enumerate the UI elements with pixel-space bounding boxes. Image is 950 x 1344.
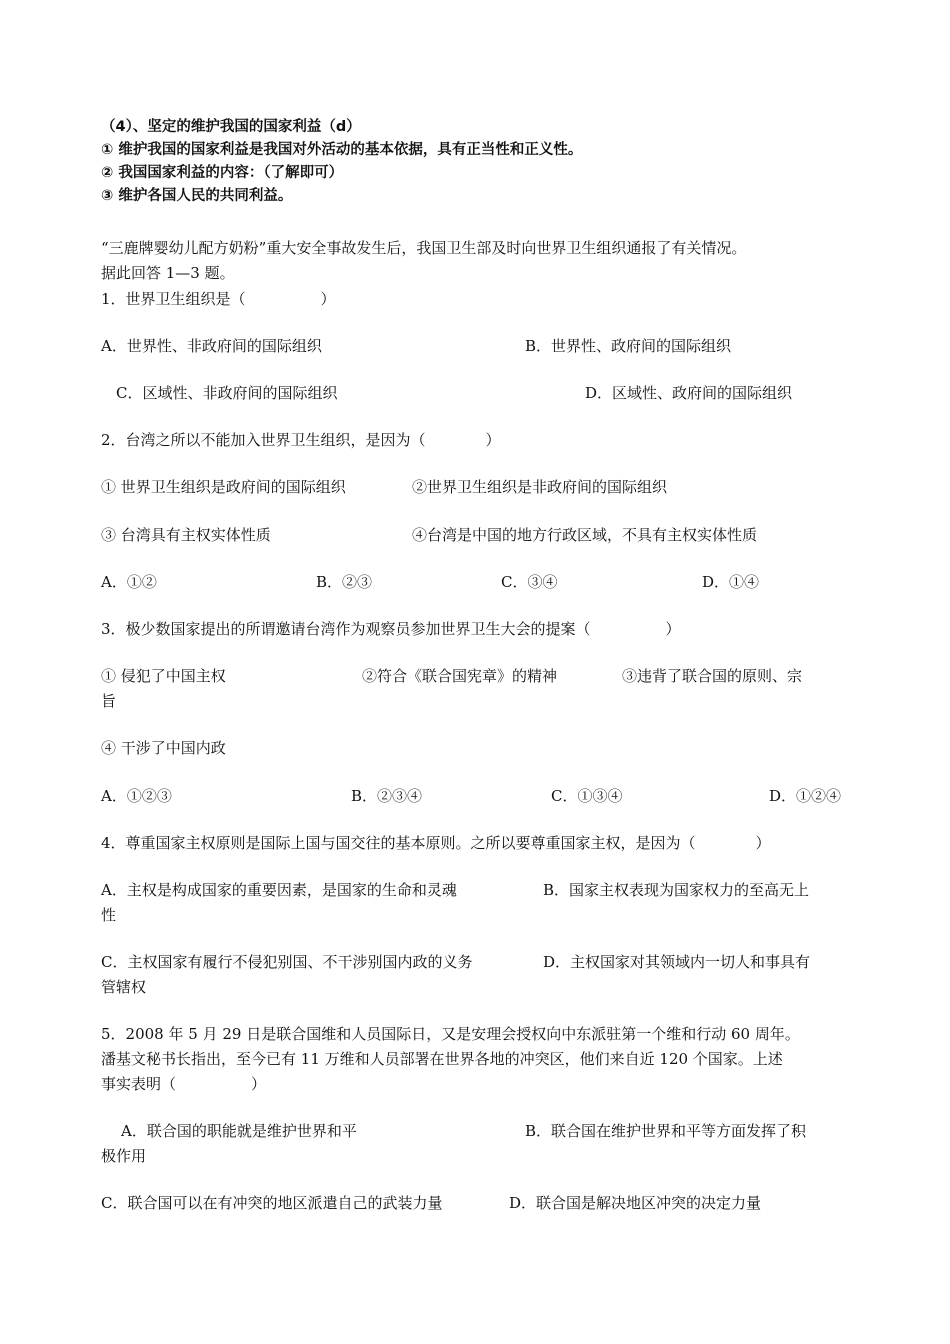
- question-5-option-d: D．联合国是解决地区冲突的决定力量: [509, 1194, 762, 1212]
- question-3-statement-2: ②符合《联合国宪章》的精神: [362, 667, 558, 685]
- section-point-1: ① 维护我国的国家利益是我国对外活动的基本依据，具有正当性和正义性。: [101, 142, 583, 158]
- question-2-statement-1: ① 世界卫生组织是政府间的国际组织: [101, 478, 346, 496]
- intro-line-1: “三鹿牌婴幼儿配方奶粉”重大安全事故发生后，我国卫生部及时向世界卫生组织通报了有关情况。: [101, 239, 747, 257]
- question-4-option-c: C．主权国家有履行不侵犯别国、不干涉别国内政的义务: [101, 953, 473, 971]
- question-2-statement-4: ④台湾是中国的地方行政区域，不具有主权实体性质: [412, 526, 758, 544]
- question-5-option-b: B．联合国在维护世界和平等方面发挥了积: [525, 1122, 807, 1140]
- question-5-option-a: A．联合国的职能就是维护世界和平: [121, 1122, 357, 1140]
- question-2-option-c: C．③④: [501, 573, 558, 591]
- question-4-option-a: A．主权是构成国家的重要因素，是国家的生命和灵魂: [101, 881, 457, 899]
- question-4-option-b: B．国家主权表现为国家权力的至高无上: [543, 881, 810, 899]
- question-4-stem: 4．尊重国家主权原则是国际上国与国交往的基本原则。之所以要尊重国家主权，是因为（ ）: [101, 834, 771, 852]
- section-point-3: ③ 维护各国人民的共同利益。: [101, 188, 293, 204]
- question-2-option-a: A．①②: [101, 573, 157, 591]
- section-point-2: ② 我国国家利益的内容：（了解即可）: [101, 165, 344, 181]
- question-3-statement-3-continued: 旨: [101, 692, 117, 710]
- question-3-option-a: A．①②③: [101, 787, 172, 805]
- question-2-option-b: B．②③: [316, 573, 373, 591]
- question-2-statement-2: ②世界卫生组织是非政府间的国际组织: [412, 478, 668, 496]
- question-4-option-d: D．主权国家对其领域内一切人和事具有: [543, 953, 811, 971]
- question-3-option-b: B．②③④: [351, 787, 423, 805]
- question-3-statement-3: ③违背了联合国的原则、宗: [622, 667, 803, 685]
- question-5-stem-line-1: 5．2008 年 5 月 29 日是联合国维和人员国际日，又是安理会授权向中东派驻第一个维和行动 60 周年。: [101, 1025, 800, 1043]
- question-1-option-c: C．区域性、非政府间的国际组织: [116, 384, 338, 402]
- question-5-option-c: C．联合国可以在有冲突的地区派遣自己的武装力量: [101, 1194, 443, 1212]
- question-5-option-b-continued: 极作用: [101, 1147, 147, 1165]
- question-2-option-d: D．①④: [702, 573, 760, 591]
- question-3-option-c: C．①③④: [551, 787, 623, 805]
- question-3-option-d: D．①②④: [769, 787, 842, 805]
- question-5-stem-line-3: 事实表明（ ）: [101, 1075, 267, 1093]
- intro-line-2: 据此回答 1—3 题。: [101, 264, 235, 282]
- question-1-option-a: A．世界性、非政府间的国际组织: [101, 337, 322, 355]
- question-5-stem-line-2: 潘基文秘书长指出，至今已有 11 万维和人员部署在世界各地的冲突区，他们来自近 120 个国家。上述: [101, 1050, 783, 1068]
- question-1-option-d: D．区域性、政府间的国际组织: [585, 384, 793, 402]
- question-1-stem: 1．世界卫生组织是（ ）: [101, 290, 336, 308]
- question-4-option-d-continued: 管辖权: [101, 978, 147, 996]
- question-3-stem: 3．极少数国家提出的所谓邀请台湾作为观察员参加世界卫生大会的提案（ ）: [101, 620, 681, 638]
- question-3-statement-4: ④ 干涉了中国内政: [101, 739, 226, 757]
- question-2-statement-3: ③ 台湾具有主权实体性质: [101, 526, 271, 544]
- question-4-option-b-continued: 性: [101, 906, 117, 924]
- section-title: （4）、坚定的维护我国的国家利益（d）: [101, 119, 361, 135]
- question-3-statement-1: ① 侵犯了中国主权: [101, 667, 226, 685]
- question-1-option-b: B．世界性、政府间的国际组织: [525, 337, 732, 355]
- question-2-stem: 2．台湾之所以不能加入世界卫生组织，是因为（ ）: [101, 431, 501, 449]
